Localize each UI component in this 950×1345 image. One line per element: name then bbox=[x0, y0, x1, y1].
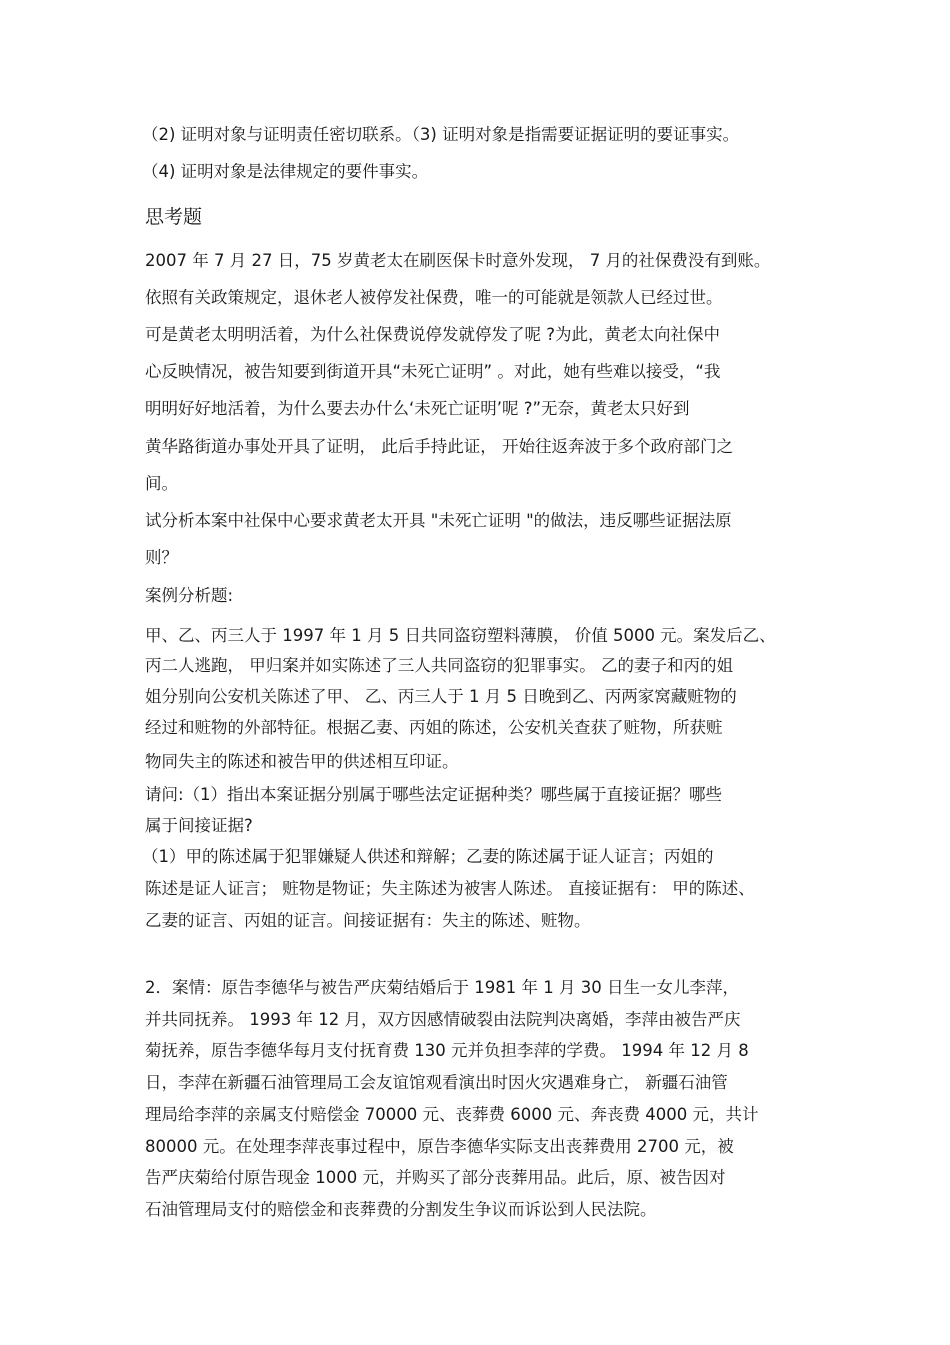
paragraph-line: 丙二人逃跑， 甲归案并如实陈述了三人共同盗窃的犯罪事实。 乙的妻子和丙的姐 bbox=[145, 656, 733, 675]
case-2-line: 日，李萍在新疆石油管理局工会友谊馆观看演出时因火灾遇难身亡， 新疆石油管 bbox=[145, 1073, 728, 1092]
question-line: 试分析本案中社保中心要求黄老太开具 "未死亡证明 "的做法，违反哪些证据法原 bbox=[145, 511, 732, 530]
paragraph-line: 黄华路街道办事处开具了证明， 此后手持此证， 开始往返奔波于多个政府部门之 bbox=[145, 437, 733, 456]
paragraph-line: 姐分别向公安机关陈述了甲、 乙、丙三人于 1 月 5 日晚到乙、丙两家窝藏赃物的 bbox=[145, 687, 737, 706]
case-2-line: 80000 元。在处理李萍丧事过程中，原告李德华实际支出丧葬费用 2700 元，被 bbox=[145, 1137, 734, 1156]
question-line: 属于间接证据? bbox=[145, 816, 253, 835]
paragraph-line: 2007 年 7 月 27 日，75 岁黄老太在刷医保卡时意外发现， 7 月的社保费没有到账。 bbox=[145, 251, 771, 270]
question-line: 则？ bbox=[145, 548, 178, 567]
answer-line: （1）甲的陈述属于犯罪嫌疑人供述和辩解；乙妻的陈述属于证人证言；丙姐的 bbox=[142, 847, 714, 866]
paragraph-line: 明明好好地活着，为什么要去办什么‘未死亡证明’呢 ?”无奈，黄老太只好到 bbox=[145, 399, 690, 418]
thinking-question-heading: 思考题 bbox=[145, 206, 203, 228]
paragraph-line: 依照有关政策规定，退休老人被停发社保费，唯一的可能就是领款人已经过世。 bbox=[145, 288, 723, 307]
case-2-line: 石油管理局支付的赔偿金和丧葬费的分割发生争议而诉讼到人民法院。 bbox=[145, 1200, 657, 1219]
paragraph-line: 物同失主的陈述和被告甲的供述相互印证。 bbox=[145, 752, 459, 771]
answer-line: 陈述是证人证言； 赃物是物证；失主陈述为被害人陈述。 直接证据有： 甲的陈述、 bbox=[145, 879, 755, 898]
paragraph-line: 经过和赃物的外部特征。根据乙妻、丙姐的陈述，公安机关查获了赃物，所获赃 bbox=[145, 718, 723, 737]
question-line: 请问:（1）指出本案证据分别属于哪些法定证据种类？哪些属于直接证据？哪些 bbox=[145, 785, 723, 804]
paragraph-line: 间。 bbox=[145, 474, 178, 493]
answer-line: 乙妻的证言、丙姐的证言。间接证据有：失主的陈述、赃物。 bbox=[145, 911, 591, 930]
case-analysis-heading: 案例分析题: bbox=[145, 586, 234, 605]
case-2-line: 告严庆菊给付原告现金 1000 元，并购买了部分丧葬用品。此后，原、被告因对 bbox=[145, 1168, 726, 1187]
proof-object-item-4: （4) 证明对象是法律规定的要件事实。 bbox=[142, 162, 429, 181]
paragraph-line: 心反映情况，被告知要到街道开具“未死亡证明” 。对此，她有些难以接受，“我 bbox=[145, 362, 721, 381]
paragraph-line: 可是黄老太明明活着，为什么社保费说停发就停发了呢 ?为此，黄老太向社保中 bbox=[145, 325, 721, 344]
case-2-line: 2．案情：原告李德华与被告严庆菊结婚后于 1981 年 1 月 30 日生一女儿李萍， bbox=[145, 978, 739, 997]
proof-object-item-2-3: （2) 证明对象与证明责任密切联系。（3) 证明对象是指需要证据证明的要证事实。 bbox=[142, 125, 740, 144]
case-2-line: 理局给李萍的亲属支付赔偿金 70000 元、丧葬费 6000 元、奔丧费 4000 元，共计 bbox=[145, 1105, 759, 1124]
case-2-line: 并共同抚养。 1993 年 12 月，双方因感情破裂由法院判决离婚，李萍由被告严庆 bbox=[145, 1010, 741, 1029]
paragraph-line: 甲、乙、丙三人于 1997 年 1 月 5 日共同盗窃塑料薄膜， 价值 5000 元。案发后乙、 bbox=[145, 626, 776, 645]
case-2-line: 菊抚养，原告李德华每月支付抚育费 130 元并负担李萍的学费。 1994 年 12 月 8 bbox=[145, 1041, 749, 1060]
